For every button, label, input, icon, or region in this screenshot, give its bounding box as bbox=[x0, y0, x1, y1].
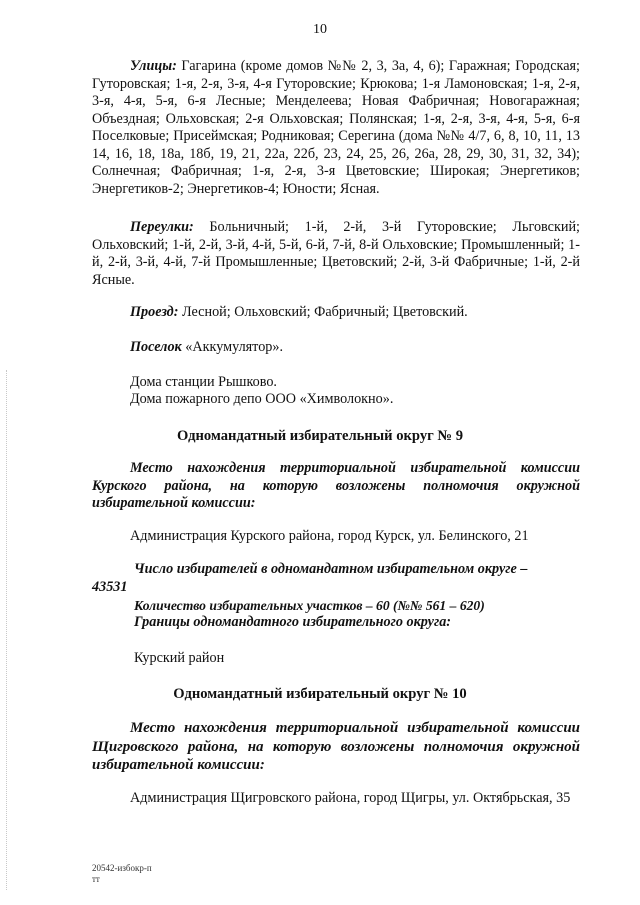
passage-paragraph bbox=[92, 304, 580, 322]
district-9-voters: Число избирателей в одномандатном избирательном округе – bbox=[134, 561, 528, 577]
lanes-paragraph bbox=[92, 219, 580, 289]
district-9-borders-label: Границы одномандатного избирательного округа: bbox=[134, 614, 452, 630]
lanes-label: Переулки: bbox=[130, 219, 194, 235]
district-10-heading: Одномандатный избирательный округ № 10 bbox=[173, 686, 467, 702]
district-10-address: Администрация Щигровского района, город Щигры, ул. Октябрьская, 35 bbox=[130, 790, 571, 806]
district-9-stations: Количество избирательных участков – 60 (№№ 561 – 620) bbox=[134, 598, 485, 613]
settlement-paragraph bbox=[92, 339, 580, 357]
streets-label: Улицы: bbox=[130, 58, 177, 74]
district-9-address: Администрация Курского района, город Курск, ул. Белинского, 21 bbox=[130, 528, 529, 544]
lanes-text: Больничный; 1-й, 2-й, 3-й Гуторовские; Льговский; Ольховский; 1-й, 2-й, 3-й, 4-й, 5-й, 6-й, 7-й, 8-й Ольховские; Промышленный; 1-й, 2-й, 3-й, 4-й, 7-й Промышленные; Цветовский; 2-й, 3-й Фабричные; 1-й, 2-й Ясные. bbox=[92, 219, 580, 288]
district-9-heading: Одномандатный избирательный округ № 9 bbox=[176, 428, 464, 444]
passage-label: Проезд: bbox=[130, 304, 179, 320]
houses-line-2: Дома пожарного депо ООО «Химволокно». bbox=[130, 391, 394, 407]
district-9-location-label: Место нахождения территориальной избирательной комиссии Курского района, на которую возложены полномочия окружной избирательной комиссии: bbox=[92, 460, 580, 511]
page-number: 10 bbox=[313, 22, 327, 37]
district-9-borders: Курский район bbox=[134, 650, 225, 666]
footer bbox=[92, 863, 152, 885]
settlement-text: «Аккумулятор». bbox=[181, 339, 284, 355]
houses-line-1: Дома станции Рышково. bbox=[130, 374, 277, 390]
streets-paragraph bbox=[92, 58, 580, 198]
footer-initials: тт bbox=[92, 874, 100, 884]
footer-code: 20542-избокр-п bbox=[92, 863, 152, 873]
district-9-voters-number: 43531 bbox=[92, 579, 128, 595]
district-10-location-label: Место нахождения территориальной избирательной комиссии Щигровского района, на которую возложены полномочия окружной избирательной комиссии: bbox=[92, 720, 580, 773]
settlement-label: Поселок bbox=[130, 339, 182, 355]
streets-text: Гагарина (кроме домов №№ 2, 3, 3а, 4, 6); Гаражная; Городская; Гуторовская; 1-я, 2-я, 3-я, 4-я Гуторовские; Крюкова; 1-я Ламоновская; 1-я, 2-я, 3-я, 4-я, 5-я, 6-я Лесные; Менделеева; Новая Фабричная; Новогаражная; Объездная; Ольховская; 2-я Ольховская; Полянская; 1-я, 2-я, 3-я, 4-я, 5-я, 6-я Поселковые; Присеймская; Родниковая; Серегина (дома №№ 4/7, 6, 8, 10, 11, 13 14, 16, 18, 18а, 18б, 19, 21, 22а, 22б, 23, 24, 25, 26, 26а, 28, 29, 30, 31, 32, 34); Солнечная; Фабричная; 1-я, 2-я, 3-я Цветовские; Широкая; Энергетиков; Энергетиков-2; Энергетиков-4; Юности; Ясная. bbox=[92, 58, 580, 197]
passage-text: Лесной; Ольховский; Фабричный; Цветовский. bbox=[178, 304, 468, 320]
margin-marks bbox=[6, 370, 13, 890]
